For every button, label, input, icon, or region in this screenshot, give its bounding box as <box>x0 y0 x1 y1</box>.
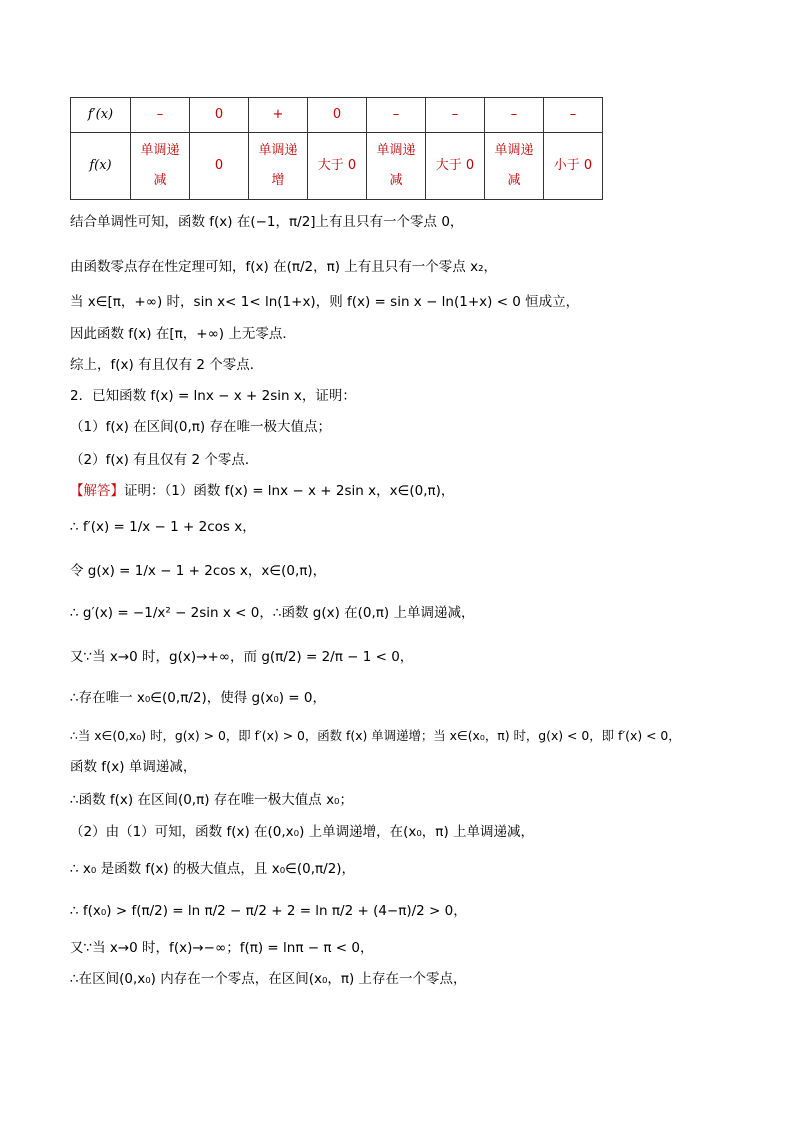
table-cell: 单调递 减 <box>485 133 544 200</box>
text-line: ∴ f′(x) = 1/x − 1 + 2cos x， <box>70 519 256 535</box>
table-cell: – <box>367 98 426 133</box>
text-line: ∴当 x∈(0,x₀) 时，g(x) > 0，即 f′(x) > 0，函数 f(x) 单调递增；当 x∈(x₀，π) 时，g(x) < 0，即 f′(x) < 0， <box>70 728 681 743</box>
table-cell: 大于 0 <box>426 133 485 200</box>
question-2-title: 2．已知函数 f(x) = lnx − x + 2sin x，证明： <box>70 388 356 404</box>
text-line: ∴函数 f(x) 在区间(0,π) 存在唯一极大值点 x₀； <box>70 792 353 808</box>
table-cell-label: f(x) <box>71 133 131 200</box>
table-cell: 单调递 减 <box>131 133 190 200</box>
text-line: 函数 f(x) 单调递减， <box>70 759 197 775</box>
text-line: 综上，f(x) 有且仅有 2 个零点． <box>70 357 264 373</box>
text-line: ∴ g′(x) = −1/x² − 2sin x < 0，∴函数 g(x) 在(0,π) 上单调递减， <box>70 605 475 621</box>
table-cell: – <box>426 98 485 133</box>
text-line: （2）由（1）可知，函数 f(x) 在(0,x₀) 上单调递增，在(x₀，π) 上单调递减， <box>70 824 534 840</box>
table-cell: 0 <box>308 98 367 133</box>
text-line: 当 x∈[π，+∞) 时，sin x< 1< ln(1+x)，则 f(x) = sin x − ln(1+x) < 0 恒成立， <box>70 294 580 310</box>
table-cell: – <box>544 98 603 133</box>
answer-tag: 【解答】 <box>70 483 124 499</box>
text-line: 由函数零点存在性定理可知，f(x) 在(π/2，π) 上有且只有一个零点 x₂， <box>70 259 497 275</box>
table-cell: – <box>485 98 544 133</box>
table-cell: 小于 0 <box>544 133 603 200</box>
text-line: 结合单调性可知，函数 f(x) 在(−1，π/2]上有且只有一个零点 0， <box>70 214 464 230</box>
text-line: ∴ f(x₀) > f(π/2) = ln π/2 − π/2 + 2 = ln π/2 + (4−π)/2 > 0， <box>70 903 467 919</box>
text-line: ∴ x₀ 是函数 f(x) 的极大值点，且 x₀∈(0,π/2)， <box>70 861 356 877</box>
text-line: ∴存在唯一 x₀∈(0,π/2)，使得 g(x₀) = 0， <box>70 690 326 706</box>
text-line: 又∵当 x→0 时，f(x)→−∞；f(π) = lnπ − π < 0， <box>70 940 374 956</box>
table-row <box>71 98 603 133</box>
question-2-part-1: （1）f(x) 在区间(0,π) 存在唯一极大值点； <box>70 419 331 435</box>
table-cell: 0 <box>190 98 249 133</box>
text-line: ∴在区间(0,x₀) 内存在一个零点，在区间(x₀，π) 上存在一个零点， <box>70 971 467 987</box>
table-cell: 0 <box>190 133 249 200</box>
monotonicity-table <box>70 97 603 200</box>
table-cell-label: f′(x) <box>71 98 131 133</box>
text-line: 因此函数 f(x) 在[π，+∞) 上无零点． <box>70 326 296 342</box>
text-line: 又∵当 x→0 时，g(x)→+∞，而 g(π/2) = 2/π − 1 < 0， <box>70 649 414 665</box>
answer-line <box>70 481 454 501</box>
table-cell: – <box>131 98 190 133</box>
table-cell: 大于 0 <box>308 133 367 200</box>
table-row <box>71 133 603 200</box>
table-cell: + <box>249 98 308 133</box>
table-cell: 单调递 增 <box>249 133 308 200</box>
text-line: 令 g(x) = 1/x − 1 + 2cos x，x∈(0,π)， <box>70 563 327 579</box>
table-cell: 单调递 减 <box>367 133 426 200</box>
question-2-part-2: （2）f(x) 有且仅有 2 个零点． <box>70 452 259 468</box>
answer-text: 证明：（1）函数 f(x) = lnx − x + 2sin x，x∈(0,π)， <box>124 483 455 499</box>
